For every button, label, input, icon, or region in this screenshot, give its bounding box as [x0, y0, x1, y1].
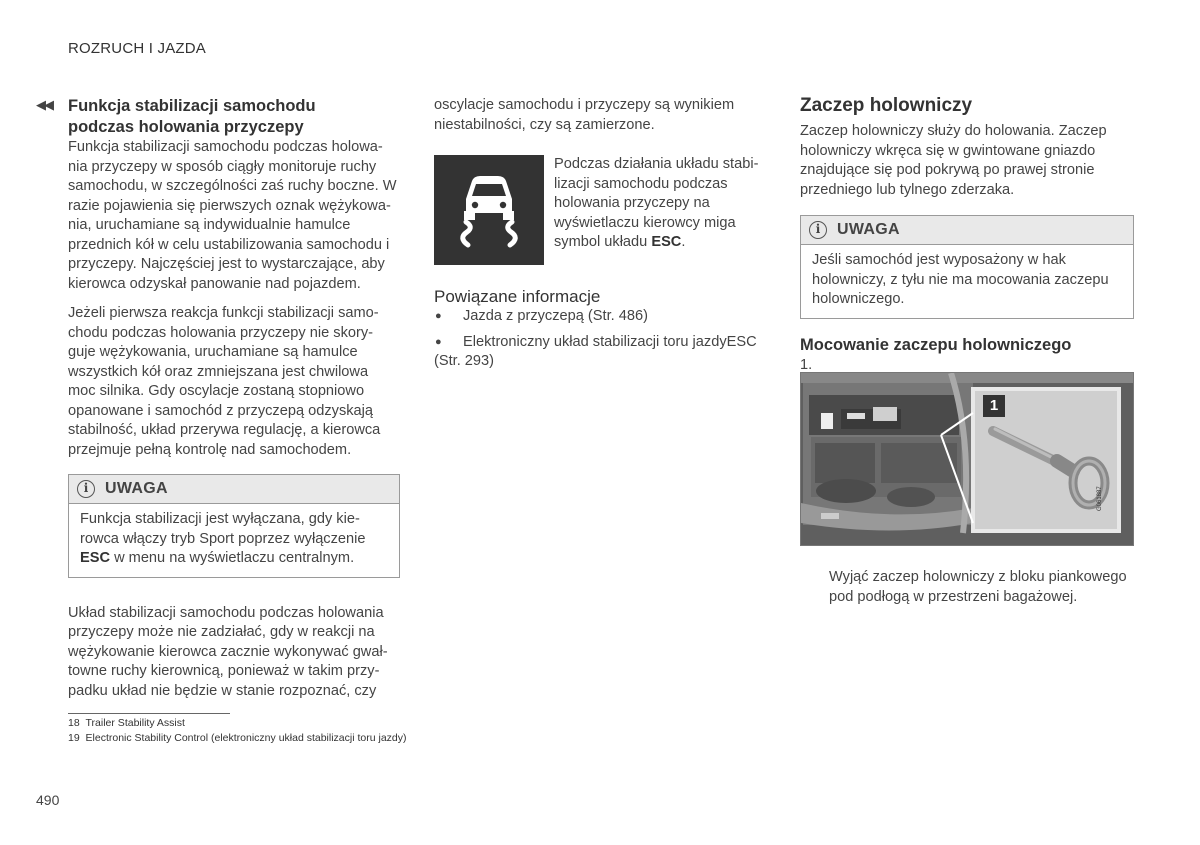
back-arrows-icon[interactable]: ◀◀ — [36, 97, 52, 112]
page-number: 490 — [36, 792, 60, 808]
photo-code: G061887 — [1097, 486, 1103, 511]
footnote-divider — [68, 713, 230, 714]
tow-eye-intro: Zaczep holowniczy służy do holowania. Zaczep holowniczy wkręca się w gwintowane gniazdo znajdujące się pod pokrywą po prawej stronie przedniego lub tylnego zderzaka. — [800, 123, 1107, 198]
note-title: UWAGA — [105, 480, 168, 498]
note-box — [68, 474, 400, 578]
column-2 — [434, 96, 774, 372]
esc-symbol-row — [434, 155, 774, 265]
related-heading: Powiązane informacje — [434, 287, 601, 306]
paragraph-1: Funkcja stabilizacji samochodu podczas holowa- nia przyczepy w sposób ciągły monitoruje ruchy samochodu, w szczególności zaś ruchy boczne. W razie pojawienia się pierwszych oznak wężykowa- nia, uruchamiane są indywidualnie hamulce przednich kół w celu ustabilizowania samochodu i przyczepy. Najczęściej jest to wystarczające, aby kierowca odzyskał panowanie nad pojazdem. — [68, 139, 397, 292]
photo-callout-label: 1 — [989, 397, 999, 414]
related-link-2-page[interactable]: (Str. 293) — [434, 353, 495, 369]
note-box-tow — [800, 215, 1134, 319]
bullet-icon: ● — [435, 310, 442, 322]
section-header: ROZRUCH I JAZDA — [68, 40, 206, 57]
footnote-19: 19 Electronic Stability Control (elektroniczny układ stabilizacji toru jazdy) — [68, 732, 407, 744]
column-1 — [68, 96, 400, 701]
tow-eye-heading: Zaczep holowniczy — [800, 95, 973, 116]
esc-symbol-icon — [434, 155, 544, 265]
tow-eye-photo — [800, 372, 1134, 546]
mounting-heading: Mocowanie zaczepu holowniczego — [800, 335, 1072, 354]
esc-description: Podczas działania układu stabi- lizacji samochodu podczas holowania przyczepy na wyświetlaczu kierowcy miga symbol układu ESC. — [554, 156, 759, 250]
footnote-18: 18 Trailer Stability Assist — [68, 717, 185, 729]
step-number: 1. — [800, 356, 813, 373]
note-title: UWAGA — [837, 221, 900, 239]
info-icon: i — [809, 221, 827, 239]
paragraph-2: Jeżeli pierwsza reakcja funkcji stabilizacji samo- chodu podczas holowania przyczepy nie skory- guje wężykowania, uruchamiane są hamulce wszystkich kół oraz zmniejszana jest chwilowa moc silnika. Gdy oscylacje zostaną stopniowo opanowane i samochód z przyczepą odzyskają stabilność, układ przerywa regulację, a kierowca przejmuje pełną kontrolę nad samochodem. — [68, 305, 381, 458]
related-link-2[interactable]: ● Elektroniczny układ stabilizacji toru jazdyESC — [434, 333, 774, 353]
related-link-1[interactable]: ● Jazda z przyczepą (Str. 486) — [434, 307, 774, 327]
info-icon: i — [77, 480, 95, 498]
column-3 — [800, 94, 1134, 375]
section-heading: Funkcja stabilizacji samochodu podczas holowania przyczepy — [68, 97, 316, 136]
continued-paragraph: oscylacje samochodu i przyczepy są wynikiem niestabilności, czy są zamierzone. — [434, 97, 735, 133]
note-header — [69, 475, 399, 504]
paragraph-3: Układ stabilizacji samochodu podczas holowania przyczepy może nie zadziałać, gdy w reakcji na wężykowanie kierowca zacznie wykonywać gwał- towne ruchy kierownicą, ponieważ w takim przy- padku układ nie będzie w stanie rozpoznać, czy — [68, 604, 388, 699]
photo-caption: Wyjąć zaczep holowniczy z bloku piankowego pod podłogą w przestrzeni bagażowej. — [829, 569, 1127, 605]
bullet-icon: ● — [435, 335, 442, 348]
note-body: Jeśli samochód jest wyposażony w hak holowniczy, z tyłu nie ma mocowania zaczepu holowniczego. — [812, 252, 1109, 307]
note-body: Funkcja stabilizacji jest wyłączana, gdy kie- rowca włączy tryb Sport poprzez wyłączenie ESC w menu na wyświetlaczu centralnym. — [80, 511, 366, 566]
note-header — [801, 216, 1133, 245]
